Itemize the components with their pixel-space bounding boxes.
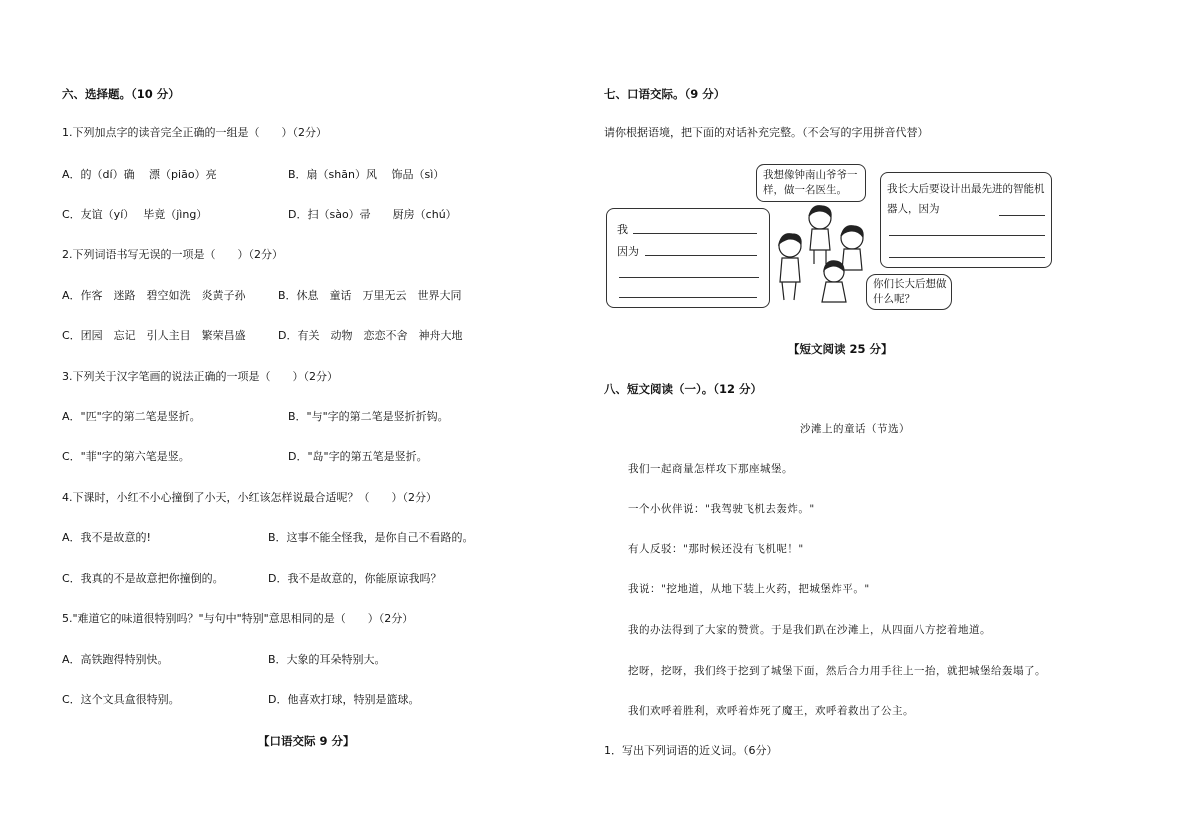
q5-option-d: D．他喜欢打球，特别是篮球。	[268, 693, 420, 706]
q2-option-c: C．团园 忘记 引人主目 繁荣昌盛	[62, 329, 246, 342]
q5-option-a: A．高铁跑得特别快。	[62, 653, 169, 666]
story-paragraph: 我们一起商量怎样攻下那座城堡。	[628, 463, 793, 475]
q5-option-b: B．大象的耳朵特别大。	[268, 653, 386, 666]
q3-stem: 3.下列关于汉字笔画的说法正确的一项是（ ）（2分）	[62, 370, 338, 383]
bubble-top-text: 我想像钟南山爷爷一样，做一名医生。	[763, 169, 858, 196]
story-paragraph: 挖呀，挖呀，我们终于挖到了城堡下面，然后合力用手往上一抬，就把城堡给轰塌了。	[628, 665, 1046, 677]
q2-option-b: B．休息 童话 万里无云 世界大同	[278, 289, 462, 302]
q1-stem: 1.下列加点字的读音完全正确的一组是（ ）（2分）	[62, 126, 327, 139]
speech-bubble-right	[880, 172, 1052, 268]
bubble-left-line-2: 因为	[617, 245, 639, 258]
q3-option-d: D．"岛"字的第五笔是竖折。	[288, 450, 428, 463]
section-7-instruction: 请你根据语境，把下面的对话补充完整。（不会写的字用拼音代替）	[604, 126, 929, 139]
bubble-left-line-1: 我	[617, 223, 628, 236]
q1-option-d: D．扫（sào）帚 厨房（chú）	[288, 208, 457, 221]
section-8-title: 八、短文阅读（一）。（12 分）	[604, 382, 763, 396]
blank-line[interactable]	[619, 277, 759, 278]
story-paragraph: 我说："挖地道，从地下装上火药，把城堡炸平。"	[628, 583, 870, 595]
blank-line[interactable]	[999, 215, 1045, 216]
section-6-title: 六、选择题。（10 分）	[62, 87, 180, 101]
blank-line[interactable]	[889, 257, 1045, 258]
q3-option-b: B．"与"字的第二笔是竖折折钩。	[288, 410, 449, 423]
children-illustration	[768, 198, 878, 312]
q5-stem: 5."难道它的味道很特别吗？"与句中"特别"意思相同的是（ ）（2分）	[62, 612, 414, 625]
blank-line[interactable]	[619, 297, 757, 298]
bubble-bottom-text: 你们长大后想做什么呢？	[873, 278, 947, 305]
section-7-title: 七、口语交际。（9 分）	[604, 87, 726, 101]
speech-bubble-left	[606, 208, 770, 308]
q2-option-a: A．作客 迷路 碧空如洗 炎黄子孙	[62, 289, 246, 302]
q4-option-a: A．我不是故意的!	[62, 531, 151, 544]
story-paragraph: 我们欢呼着胜利，欢呼着炸死了魔王，欢呼着救出了公主。	[628, 705, 914, 717]
story-paragraph: 我的办法得到了大家的赞赏。于是我们趴在沙滩上，从四面八方挖着地道。	[628, 624, 991, 636]
q4-option-d: D．我不是故意的，你能原谅我吗？	[268, 572, 442, 585]
speech-bubble-bottom	[866, 274, 952, 310]
q1-option-b: B．扇（shān）风 饰品（sì）	[288, 168, 445, 181]
story-paragraph: 有人反驳："那时候还没有飞机呢！"	[628, 543, 804, 555]
q4-option-b: B．这事不能全怪我，是你自己不看路的。	[268, 531, 474, 544]
q3-option-c: C．"菲"字的第六笔是竖。	[62, 450, 190, 463]
q5-option-c: C．这个文具盒很特别。	[62, 693, 180, 706]
oral-communication-banner: 【口语交际 9 分】	[258, 734, 355, 748]
blank-line[interactable]	[889, 235, 1045, 236]
reading-question-1: 1．写出下列词语的近义词。（6分）	[604, 744, 778, 757]
q2-stem: 2.下列词语书写无误的一项是（ ）（2分）	[62, 248, 283, 261]
story-title: 沙滩上的童话（节选）	[800, 423, 910, 435]
bubble-right-text: 我长大后要设计出最先进的智能机器人，因为	[887, 183, 1045, 215]
speech-bubble-top	[756, 164, 866, 202]
story-paragraph: 一个小伙伴说："我驾驶飞机去轰炸。"	[628, 503, 815, 515]
q1-option-c: C．友谊（yí） 毕竟（jìng）	[62, 208, 208, 221]
blank-line[interactable]	[633, 233, 757, 234]
q2-option-d: D．有关 动物 恋恋不舍 神舟大地	[278, 329, 463, 342]
q1-option-a: A．的（dí）确 漂（piāo）亮	[62, 168, 217, 181]
q4-stem: 4.下课时，小红不小心撞倒了小天，小红该怎样说最合适呢？（ ）（2分）	[62, 491, 437, 504]
blank-line[interactable]	[645, 255, 757, 256]
dialogue-illustration	[604, 162, 1056, 312]
q4-option-c: C．我真的不是故意把你撞倒的。	[62, 572, 224, 585]
q3-option-a: A．"匹"字的第二笔是竖折。	[62, 410, 201, 423]
reading-banner: 【短文阅读 25 分】	[788, 342, 893, 356]
